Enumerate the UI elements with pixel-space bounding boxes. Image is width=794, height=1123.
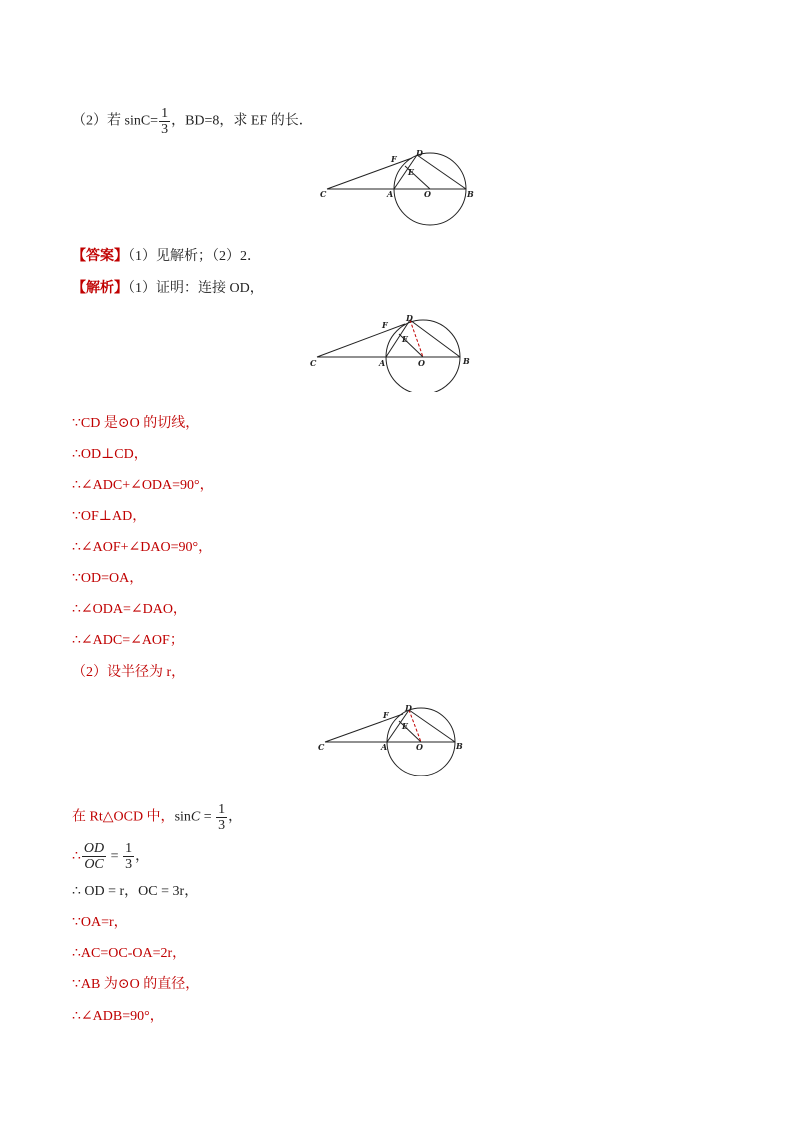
label-d: D bbox=[405, 704, 412, 713]
step-line: ∴OD⊥CD， bbox=[72, 447, 148, 462]
label-o: O bbox=[416, 742, 423, 752]
rt-prefix: 在 Rt△OCD 中， bbox=[72, 809, 175, 825]
rt-line: 在 Rt△OCD 中，sinC = $\frac{1}{3}$ ， bbox=[72, 802, 243, 833]
step-line: ∴∠ADB=90°， bbox=[72, 1009, 164, 1024]
sin-fraction: $\frac{1}{3}$ bbox=[218, 802, 226, 833]
answer-tag: 【答案】 bbox=[72, 249, 128, 264]
label-e: E bbox=[402, 334, 409, 344]
label-e: E bbox=[402, 721, 409, 731]
step-line: ∴∠ADC=∠AOF； bbox=[72, 633, 184, 648]
ratio-line: ∴ $\frac{OD}{OC}$ = $\frac{1}{3}$ ， bbox=[72, 841, 150, 873]
step-line: ∵OA=r， bbox=[72, 915, 128, 930]
question-prefix: （2）若 sinC= bbox=[72, 113, 159, 129]
label-f: F bbox=[391, 154, 397, 164]
label-c: C bbox=[320, 189, 327, 199]
question-fraction: $\frac{1}{3}$ bbox=[161, 106, 169, 137]
step-line: ∵OD=OA， bbox=[72, 571, 144, 586]
step-line: ∵AB 为⊙O 的直径， bbox=[72, 977, 200, 992]
sin-var: C bbox=[190, 809, 201, 825]
label-b: B bbox=[463, 356, 470, 366]
question-suffix: ，BD=8，求 EF 的长． bbox=[171, 113, 313, 129]
geometry-figure-2 bbox=[305, 312, 505, 392]
label-c: C bbox=[310, 358, 317, 368]
step-line: ∵OF⊥AD， bbox=[72, 509, 147, 524]
label-f: F bbox=[383, 710, 389, 720]
label-o: O bbox=[424, 189, 431, 199]
step-line: ∴∠AOF+∠DAO=90°， bbox=[72, 540, 213, 555]
step-line: （2）设半径为 r， bbox=[72, 665, 186, 680]
sin-label: sin bbox=[174, 809, 191, 825]
label-c: C bbox=[318, 742, 325, 752]
label-o: O bbox=[418, 358, 425, 368]
step-line: ∵CD 是⊙O 的切线， bbox=[72, 416, 200, 431]
analysis-tag: 【解析】 bbox=[72, 281, 128, 296]
ratio-fraction: $\frac{1}{3}$ bbox=[125, 841, 133, 873]
label-e: E bbox=[408, 167, 415, 177]
label-a: A bbox=[379, 358, 386, 368]
answer-line bbox=[72, 247, 261, 267]
label-a: A bbox=[381, 742, 388, 752]
geometry-figure-3 bbox=[315, 704, 475, 776]
question-line bbox=[72, 106, 313, 137]
analysis-line bbox=[72, 279, 264, 299]
label-f: F bbox=[382, 320, 388, 330]
step-line: ∴AC=OC-OA=2r， bbox=[72, 946, 187, 961]
label-a: A bbox=[387, 189, 394, 199]
od-oc-fraction: $\frac{OD}{OC}$ bbox=[83, 841, 105, 873]
step-line: ∴∠ADC+∠ODA=90°， bbox=[72, 478, 214, 493]
label-d: D bbox=[406, 313, 413, 323]
answer-text: （1）见解析；（2）2． bbox=[128, 249, 261, 264]
sin-eq: = bbox=[200, 809, 216, 825]
label-b: B bbox=[456, 741, 463, 751]
od-oc-line: ∴ OD = r，OC = 3r， bbox=[72, 884, 199, 899]
analysis-text: （1）证明：连接 OD， bbox=[128, 281, 264, 296]
geometry-figure-1 bbox=[315, 150, 515, 230]
label-b: B bbox=[467, 189, 474, 199]
step-line: ∴∠ODA=∠DAO， bbox=[72, 602, 187, 617]
label-d: D bbox=[416, 150, 423, 158]
